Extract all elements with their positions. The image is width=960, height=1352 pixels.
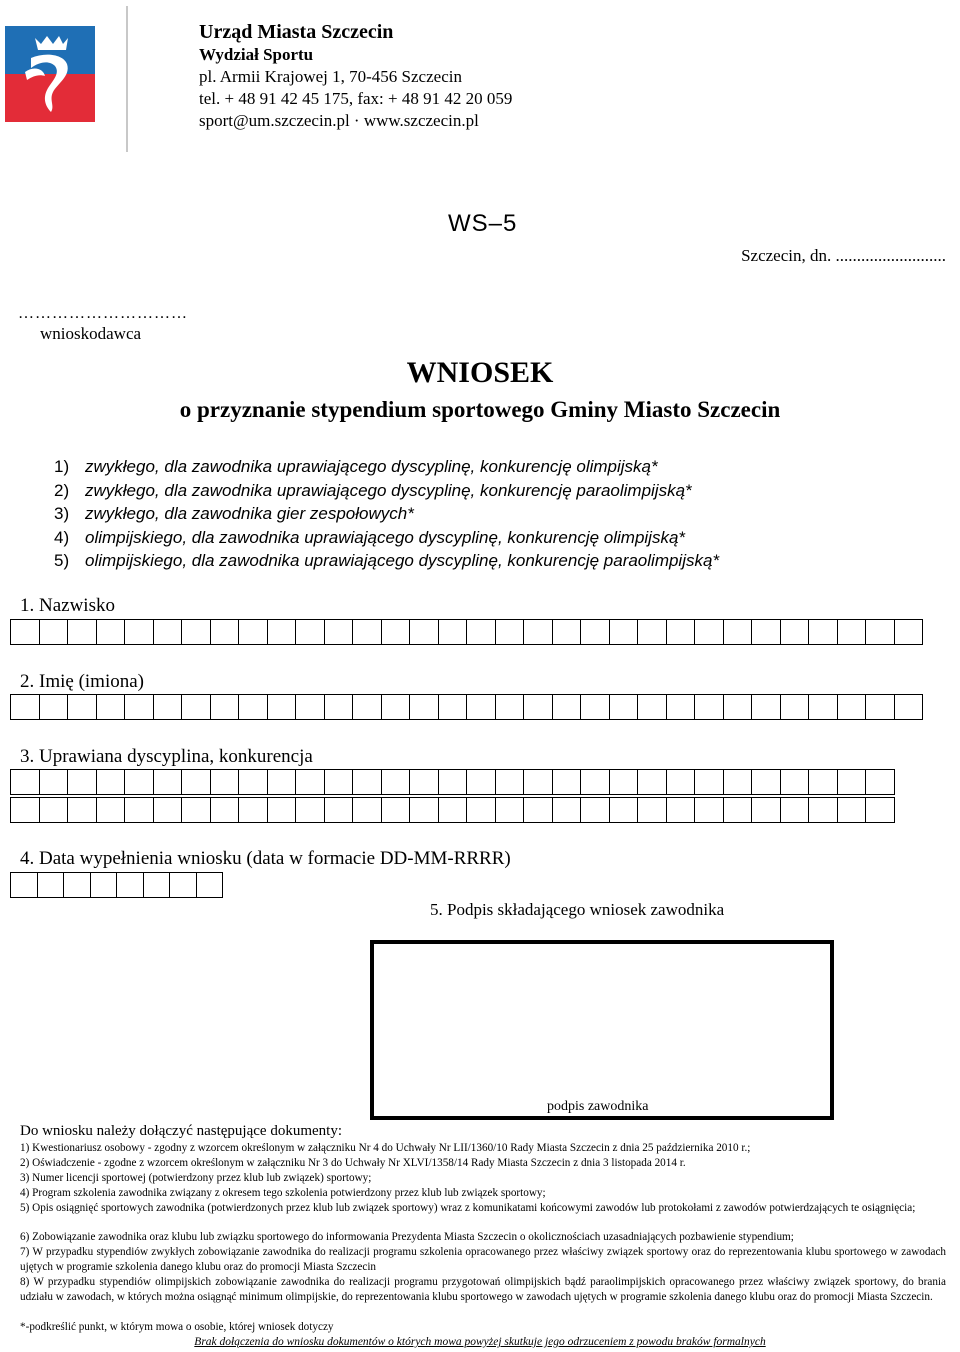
char-box[interactable] bbox=[865, 619, 895, 645]
char-box[interactable] bbox=[238, 694, 268, 720]
char-box[interactable] bbox=[409, 769, 439, 795]
char-box[interactable] bbox=[723, 797, 753, 823]
char-box[interactable] bbox=[694, 619, 724, 645]
char-box[interactable] bbox=[666, 769, 696, 795]
char-box[interactable] bbox=[837, 694, 867, 720]
char-box[interactable] bbox=[666, 619, 696, 645]
fill-date-boxes[interactable] bbox=[10, 872, 223, 898]
char-box[interactable] bbox=[352, 694, 382, 720]
char-box[interactable] bbox=[837, 619, 867, 645]
char-box[interactable] bbox=[865, 769, 895, 795]
char-box[interactable] bbox=[381, 694, 411, 720]
char-box[interactable] bbox=[37, 872, 65, 898]
char-box[interactable] bbox=[90, 872, 118, 898]
char-box[interactable] bbox=[39, 769, 69, 795]
char-box[interactable] bbox=[210, 694, 240, 720]
char-box[interactable] bbox=[780, 769, 810, 795]
char-box[interactable] bbox=[96, 619, 126, 645]
char-box[interactable] bbox=[666, 694, 696, 720]
char-box[interactable] bbox=[10, 769, 40, 795]
char-box[interactable] bbox=[552, 619, 582, 645]
char-box[interactable] bbox=[580, 619, 610, 645]
char-box[interactable] bbox=[381, 619, 411, 645]
signature-box[interactable] bbox=[370, 940, 834, 1120]
char-box[interactable] bbox=[352, 769, 382, 795]
char-box[interactable] bbox=[295, 769, 325, 795]
char-box[interactable] bbox=[438, 619, 468, 645]
char-box[interactable] bbox=[124, 769, 154, 795]
char-box[interactable] bbox=[780, 797, 810, 823]
char-box[interactable] bbox=[837, 769, 867, 795]
char-box[interactable] bbox=[694, 769, 724, 795]
char-box[interactable] bbox=[267, 619, 297, 645]
requirement-7: 7) W przypadku stypendiów zwykłych zobowiązanie zawodnika do realizacji programu szkolenia opracowanego przez właściwy związek sportowy oraz do reprezentowania klubu sportowego w zawodach ujętych w programie szkolenia danego klubu oraz do promocji Miasta Szczecin bbox=[20, 1246, 946, 1273]
char-box[interactable] bbox=[267, 769, 297, 795]
char-box[interactable] bbox=[210, 619, 240, 645]
char-box[interactable] bbox=[609, 769, 639, 795]
char-box[interactable] bbox=[63, 872, 91, 898]
char-box[interactable] bbox=[723, 619, 753, 645]
requirement-4: 4) Program szkolenia zawodnika związany z okresem tego szkolenia potwierdzony przez klub lub związek sportowy; bbox=[20, 1187, 546, 1199]
requirement-8: 8) W przypadku stypendiów olimpijskich zobowiązanie zawodnika do realizacji programu przygotowań olimpijskich bądź paraolimpijskich opracowanego przez właściwy związek sportowy, do brania udziału w zawodach, w których można osiągnąć minimum olimpijskie, do reprezentowania klubu sportowego w zawodach ujętych w programie szkolenia danego klubu oraz do promocji Miasta Szczecin. bbox=[20, 1276, 946, 1303]
form-title: WNIOSEK bbox=[406, 356, 554, 389]
char-box[interactable] bbox=[67, 797, 97, 823]
char-box[interactable] bbox=[10, 694, 40, 720]
char-box[interactable] bbox=[808, 694, 838, 720]
char-box[interactable] bbox=[10, 797, 40, 823]
char-box[interactable] bbox=[637, 694, 667, 720]
office-name: Urząd Miasta Szczecin bbox=[199, 21, 394, 43]
char-box[interactable] bbox=[751, 619, 781, 645]
char-box[interactable] bbox=[865, 694, 895, 720]
char-box[interactable] bbox=[523, 797, 553, 823]
requirement-2: 2) Oświadczenie - zgodne z wzorcem określonym w załączniku Nr 3 do Uchwały Nr XLVI/1358/14 Rady Miasta Szczecin z dnia 3 listopada 2014 r. bbox=[20, 1157, 686, 1169]
char-box[interactable] bbox=[466, 619, 496, 645]
char-box[interactable] bbox=[409, 797, 439, 823]
option-item[interactable]: 3) zwykłego, dla zawodnika gier zespołowych* bbox=[54, 504, 414, 523]
char-box[interactable] bbox=[780, 694, 810, 720]
char-box[interactable] bbox=[39, 694, 69, 720]
char-box[interactable] bbox=[116, 872, 144, 898]
requirement-6: 6) Zobowiązanie zawodnika oraz klubu lub związku sportowego do informowania Prezydenta Miasta Szczecin o okolicznościach uzasadniających pozbawienie stypendium; bbox=[20, 1231, 794, 1243]
char-box[interactable] bbox=[295, 619, 325, 645]
scholarship-options bbox=[54, 455, 719, 573]
char-box[interactable] bbox=[181, 619, 211, 645]
char-box[interactable] bbox=[124, 619, 154, 645]
char-box[interactable] bbox=[67, 619, 97, 645]
char-box[interactable] bbox=[552, 797, 582, 823]
office-web: sport@um.szczecin.pl · www.szczecin.pl bbox=[199, 111, 479, 130]
requirement-5: 5) Opis osiągnięć sportowych zawodnika (potwierdzonych przez klub lub związek sportowy) wraz z komunikatami końcowymi zawodów lub protokołami z zawodów potwierdzających te osiągnięcia; bbox=[20, 1202, 916, 1214]
char-box[interactable] bbox=[153, 619, 183, 645]
char-box[interactable] bbox=[495, 797, 525, 823]
requirement-3: 3) Numer licencji sportowej (potwierdzony przez klub lub związek) sportowy; bbox=[20, 1172, 372, 1184]
date-line: Szczecin, dn. .......................... bbox=[741, 246, 946, 265]
char-box[interactable] bbox=[865, 797, 895, 823]
surname-boxes[interactable] bbox=[10, 619, 923, 645]
char-box[interactable] bbox=[466, 694, 496, 720]
char-box[interactable] bbox=[124, 694, 154, 720]
char-box[interactable] bbox=[352, 797, 382, 823]
char-box[interactable] bbox=[438, 797, 468, 823]
char-box[interactable] bbox=[267, 694, 297, 720]
char-box[interactable] bbox=[409, 694, 439, 720]
char-box[interactable] bbox=[39, 619, 69, 645]
char-box[interactable] bbox=[438, 769, 468, 795]
char-box[interactable] bbox=[96, 694, 126, 720]
char-box[interactable] bbox=[67, 769, 97, 795]
char-box[interactable] bbox=[637, 797, 667, 823]
char-box[interactable] bbox=[39, 797, 69, 823]
signature-label: 5. Podpis składającego wniosek zawodnika bbox=[430, 900, 725, 919]
option-item[interactable]: 5) olimpijskiego, dla zawodnika uprawiającego dyscyplinę, konkurencję paraolimpijską* bbox=[54, 551, 720, 570]
char-box[interactable] bbox=[153, 769, 183, 795]
char-box[interactable] bbox=[96, 797, 126, 823]
char-box[interactable] bbox=[751, 694, 781, 720]
char-box[interactable] bbox=[523, 769, 553, 795]
char-box[interactable] bbox=[181, 694, 211, 720]
char-box[interactable] bbox=[609, 694, 639, 720]
department-name: Wydział Sportu bbox=[199, 45, 314, 64]
char-box[interactable] bbox=[780, 619, 810, 645]
char-box[interactable] bbox=[267, 797, 297, 823]
form-subtitle: o przyznanie stypendium sportowego Gminy Miasto Szczecin bbox=[179, 397, 781, 422]
applicant-dots: ………………………… bbox=[18, 305, 188, 322]
char-box[interactable] bbox=[181, 769, 211, 795]
char-box[interactable] bbox=[210, 797, 240, 823]
char-box[interactable] bbox=[694, 694, 724, 720]
char-box[interactable] bbox=[238, 769, 268, 795]
char-box[interactable] bbox=[637, 619, 667, 645]
option-item[interactable]: 4) olimpijskiego, dla zawodnika uprawiającego dyscyplinę, konkurencję olimpijską* bbox=[54, 527, 686, 547]
first-name-boxes[interactable] bbox=[10, 694, 923, 720]
char-box[interactable] bbox=[580, 769, 610, 795]
char-box[interactable] bbox=[352, 619, 382, 645]
requirement-1: 1) Kwestionariusz osobowy - zgodny z wzorcem określonym w załączniku Nr 4 do Uchwały Nr LII/1360/10 Rady Miasta Szczecin z dnia 25 października 2010 r.; bbox=[20, 1142, 751, 1154]
char-box[interactable] bbox=[694, 797, 724, 823]
char-box[interactable] bbox=[609, 797, 639, 823]
char-box[interactable] bbox=[324, 694, 354, 720]
char-box[interactable] bbox=[808, 619, 838, 645]
char-box[interactable] bbox=[96, 769, 126, 795]
char-box[interactable] bbox=[124, 797, 154, 823]
char-box[interactable] bbox=[295, 797, 325, 823]
char-box[interactable] bbox=[609, 619, 639, 645]
char-box[interactable] bbox=[637, 769, 667, 795]
char-box[interactable] bbox=[295, 694, 325, 720]
char-box[interactable] bbox=[381, 769, 411, 795]
char-box[interactable] bbox=[495, 769, 525, 795]
char-box[interactable] bbox=[523, 619, 553, 645]
char-box[interactable] bbox=[495, 619, 525, 645]
char-box[interactable] bbox=[238, 619, 268, 645]
applicant-label: wnioskodawca bbox=[40, 324, 142, 343]
first-name-label: 2. Imię (imiona) bbox=[20, 671, 144, 692]
char-box[interactable] bbox=[324, 619, 354, 645]
signature-caption: podpis zawodnika bbox=[547, 1099, 649, 1114]
char-box[interactable] bbox=[466, 769, 496, 795]
char-box[interactable] bbox=[169, 872, 197, 898]
note: *-podkreślić punkt, w którym mowa o osobie, której wniosek dotyczy bbox=[20, 1321, 334, 1333]
char-box[interactable] bbox=[153, 797, 183, 823]
char-box[interactable] bbox=[552, 769, 582, 795]
option-item[interactable]: 2) zwykłego, dla zawodnika uprawiającego dyscyplinę, konkurencję paraolimpijską* bbox=[54, 480, 692, 500]
fill-date-label: 4. Data wypełnienia wniosku (data w formacie DD-MM-RRRR) bbox=[20, 848, 511, 869]
char-box[interactable] bbox=[580, 797, 610, 823]
office-address: pl. Armii Krajowej 1, 70-456 Szczecin bbox=[199, 67, 462, 86]
char-box[interactable] bbox=[324, 797, 354, 823]
requirements-title: Do wniosku należy dołączyć następujące dokumenty: bbox=[20, 1123, 342, 1139]
char-box[interactable] bbox=[894, 619, 924, 645]
discipline-boxes-row1[interactable] bbox=[10, 769, 895, 795]
office-phone: tel. + 48 91 42 45 175, fax: + 48 91 42 20 059 bbox=[199, 89, 513, 108]
char-box[interactable] bbox=[438, 694, 468, 720]
char-box[interactable] bbox=[723, 694, 753, 720]
char-box[interactable] bbox=[10, 872, 38, 898]
char-box[interactable] bbox=[751, 797, 781, 823]
char-box[interactable] bbox=[181, 797, 211, 823]
char-box[interactable] bbox=[10, 619, 40, 645]
char-box[interactable] bbox=[153, 694, 183, 720]
surname-label: 1. Nazwisko bbox=[20, 595, 115, 616]
logo-divider bbox=[126, 6, 128, 152]
char-box[interactable] bbox=[324, 769, 354, 795]
char-box[interactable] bbox=[751, 769, 781, 795]
char-box[interactable] bbox=[523, 694, 553, 720]
char-box[interactable] bbox=[210, 769, 240, 795]
char-box[interactable] bbox=[580, 694, 610, 720]
char-box[interactable] bbox=[666, 797, 696, 823]
option-item[interactable]: 1) zwykłego, dla zawodnika uprawiającego dyscyplinę, konkurencję olimpijską* bbox=[54, 457, 658, 476]
office-header bbox=[199, 20, 512, 132]
form-code: WS–5 bbox=[448, 210, 518, 237]
char-box[interactable] bbox=[894, 694, 924, 720]
char-box[interactable] bbox=[808, 797, 838, 823]
char-box[interactable] bbox=[552, 694, 582, 720]
footer-warning: Brak dołączenia do wniosku dokumentów o których mowa powyżej skutkuje jego odrzuceniem z powodu braków formalnych bbox=[194, 1336, 766, 1348]
city-logo bbox=[5, 26, 95, 122]
char-box[interactable] bbox=[196, 872, 224, 898]
char-box[interactable] bbox=[495, 694, 525, 720]
char-box[interactable] bbox=[409, 619, 439, 645]
char-box[interactable] bbox=[238, 797, 268, 823]
char-box[interactable] bbox=[466, 797, 496, 823]
char-box[interactable] bbox=[808, 769, 838, 795]
char-box[interactable] bbox=[381, 797, 411, 823]
char-box[interactable] bbox=[143, 872, 171, 898]
discipline-label: 3. Uprawiana dyscyplina, konkurencja bbox=[20, 746, 313, 767]
char-box[interactable] bbox=[67, 694, 97, 720]
discipline-boxes-row2[interactable] bbox=[10, 797, 895, 823]
char-box[interactable] bbox=[837, 797, 867, 823]
char-box[interactable] bbox=[723, 769, 753, 795]
